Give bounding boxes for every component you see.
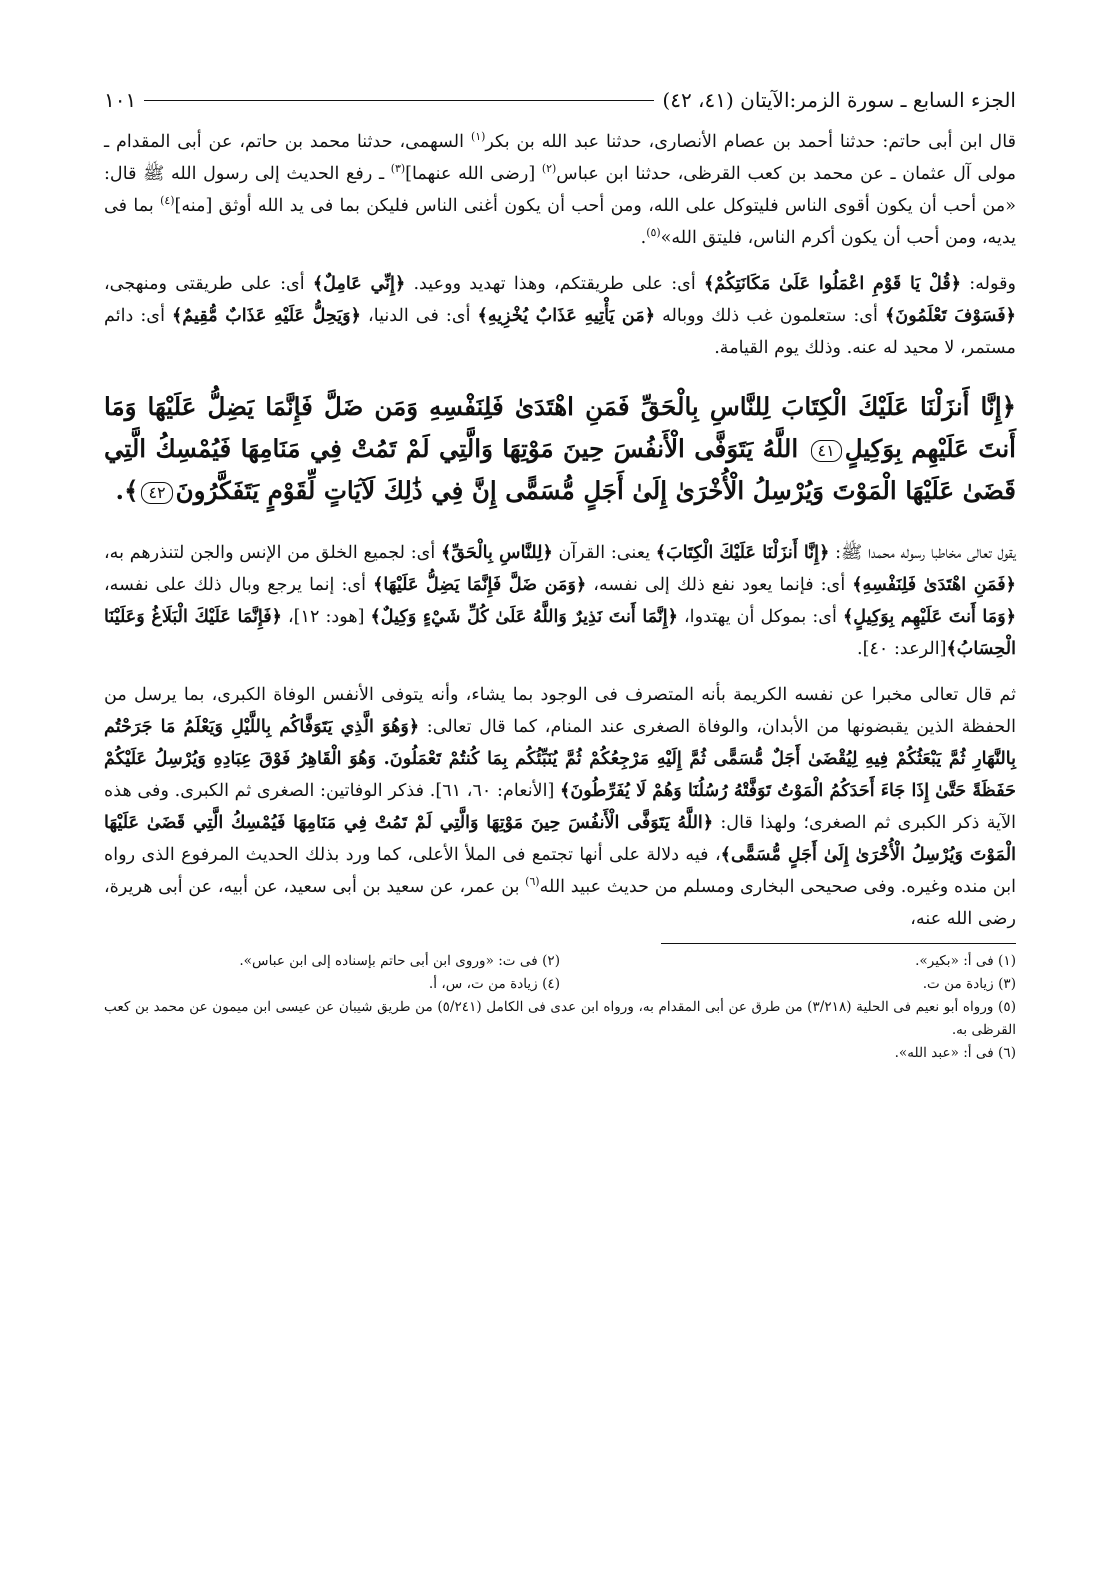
text-span: أى: ستعلمون غب ذلك ووباله (655, 306, 885, 326)
text-span: أى: على طريقتكم، وهذا تهديد ووعيد. (405, 274, 704, 294)
header-rule (144, 100, 654, 101)
quran-quote: ﴿وَهُوَ الَّذِي يَتَوَفَّاكُم بِاللَّيْلِ وَيَعْلَمُ مَا جَرَحْتُم بِالنَّهَارِ ثُمَّ يَبْعَثُكُمْ فِيهِ لِيُقْضَىٰ أَجَلٌ مُّسَمًّى ثُمَّ إِلَيْهِ مَرْجِعُكُمْ ثُمَّ يُنَبِّئُكُم بِمَا كُنتُمْ تَعْمَلُونَ. وَهُوَ الْقَاهِرُ فَوْقَ عِبَادِهِ وَيُرْسِلُ عَلَيْكُمْ حَفَظَةً حَتَّىٰ إِذَا جَاءَ أَحَدَكُمُ الْمَوْتُ تَوَفَّتْهُ رُسُلُنَا وَهُمْ لَا يُفَرِّطُونَ﴾ (104, 715, 1016, 801)
ayah-text: اللَّهُ يَتَوَفَّى الْأَنفُسَ حِينَ مَوْتِهَا وَالَّتِي لَمْ تَمُتْ فِي مَنَامِهَا فَيُمْسِكُ الَّتِي قَضَىٰ عَلَيْهَا الْمَوْتَ وَيُرْسِلُ الْأُخْرَىٰ إِلَىٰ أَجَلٍ مُّسَمًّى إِنَّ فِي ذَٰلِكَ لَآيَاتٍ لِّقَوْمٍ يَتَفَكَّرُونَ (104, 434, 1016, 505)
ayah-number: ٤٢ (141, 482, 172, 504)
quran-quote: ﴿وَمَن ضَلَّ فَإِنَّمَا يَضِلُّ عَلَيْهَا﴾ (373, 573, 587, 595)
header-title: الجزء السابع ـ سورة الزمر:الآيتان (٤١، ٤٢) (662, 88, 1016, 112)
quran-quote: ﴿إِنَّمَا أَنتَ نَذِيرٌ وَاللَّهُ عَلَىٰ كُلِّ شَيْءٍ وَكِيلٌ﴾ (370, 605, 678, 627)
paragraph-commentary-3 (104, 679, 1016, 935)
text-span: ثم قال تعالى مخبرا عن نفسه الكريمة بأنه المتصرف فى الوجود بما يشاء، وأنه يتوفى الأنفس الوفاة الكبرى، بما يرسل من الحفظة الذين يقبضونها من الأبدان، والوفاة الصغرى عند المنام، كما قال تعالى: (104, 684, 1016, 737)
text-span: [الرعد: ٤٠]. (857, 638, 947, 659)
paragraph-hadith (104, 126, 1016, 254)
text-span: ، فيه دلالة على أنها تجتمع فى الملأ الأعلى، كما ورد بذلك الحديث المرفوع الذى رواه ابن منده وغيره. وفى صحيحى البخارى ومسلم من حديث عبيد الله (104, 844, 1016, 897)
quran-quote: ﴿فَإِنَّمَا عَلَيْكَ الْبَلَاغُ وَعَلَيْنَا الْحِسَابُ﴾ (104, 605, 1016, 659)
footnote-2: (٢) فى ت: «وروى ابن أبى حاتم بإسناده إلى ابن عباس». (239, 952, 560, 969)
paragraph-commentary-2 (104, 537, 1016, 665)
text-span: يقول تعالى مخاطبا رسوله محمدا ﷺ: (829, 542, 1016, 563)
footnotes (104, 950, 1016, 1065)
ayah-block (104, 386, 1016, 512)
text-span: يعنى: القرآن (552, 542, 656, 563)
footnote-1: (١) فى أ: «بكير». (915, 952, 1016, 969)
quran-quote: ﴿وَمَا أَنتَ عَلَيْهِم بِوَكِيلٍ﴾ (842, 605, 1017, 627)
text-span: [هود: ١٢]، (281, 606, 371, 627)
text-span: ـ رفع الحديث إلى رسول الله ﷺ قال: «من أحب أن يكون أقوى الناس فليتوكل على الله، ومن أحب أن يكون أغنى الناس فليكن بما فى يد الله أوثق [منه] (104, 164, 1016, 216)
text-span: أى: فإنما يعود نفع ذلك إلى نفسه، (586, 574, 853, 595)
quran-quote: ﴿اللَّهُ يَتَوَفَّى الْأَنفُسَ حِينَ مَوْتِهَا وَالَّتِي لَمْ تَمُتْ فِي مَنَامِهَا فَيُمْسِكُ الَّتِي قَضَىٰ عَلَيْهَا الْمَوْتَ وَيُرْسِلُ الْأُخْرَىٰ إِلَىٰ أَجَلٍ مُّسَمًّى﴾ (104, 811, 1016, 865)
quran-quote: ﴿فَمَنِ اهْتَدَىٰ فَلِنَفْسِهِ﴾ (852, 573, 1016, 595)
quran-quote: ﴿فَسَوْفَ تَعْلَمُونَ﴾ (884, 305, 1016, 326)
quran-quote: ﴿لِلنَّاسِ بِالْحَقِّ﴾ (440, 541, 553, 563)
page-number: ١٠١ (104, 88, 137, 112)
ayah-number: ٤١ (811, 440, 842, 462)
footnote-ref[interactable]: (٢) (541, 162, 557, 176)
text-span: وقوله: (961, 274, 1016, 294)
text-span: أى: إنما يرجع وبال ذلك على نفسه، (104, 574, 374, 595)
footnote-5: (٥) ورواه أبو نعيم فى الحلية (٣/٢١٨) من طرق عن أبى المقدام به، ورواه ابن عدى فى الكامل (٥/٢٤١) من طريق شيبان عن عيسى ابن ميمون عن محمد بن كعب القرظى به. (104, 998, 1016, 1038)
footnote-row (104, 950, 1016, 973)
text-span: أى: لجميع الخلق من الإنس والجن لتنذرهم به، (104, 542, 441, 563)
footnote-divider (661, 943, 1016, 944)
footnote-ref[interactable]: (٤) (160, 194, 175, 208)
footnote-6: (٦) فى أ: «عبد الله». (894, 1044, 1016, 1061)
quran-quote: ﴿وَيَحِلُّ عَلَيْهِ عَذَابٌ مُّقِيمٌ﴾ (172, 305, 361, 326)
text-span: السهمى، حدثنا محمد بن حاتم، عن أبى المقدام ـ مولى آل عثمان ـ عن محمد بن كعب القرظى، حدثنا ابن عباس (104, 132, 1016, 184)
text-span: بما فى يديه، ومن أحب أن يكون أكرم الناس، فليتق الله» (104, 196, 1016, 248)
text-span: أى: فى الدنيا، (361, 306, 478, 326)
footnote-row (104, 973, 1016, 996)
footnote-4: (٤) زيادة من ت، س، أ. (428, 975, 560, 992)
text-span: [الأنعام: ٦٠، ٦١]. فذكر الوفاتين: الصغرى ثم الكبرى. وفى هذه الآية ذكر الكبرى ثم الصغرى؛ ولهذا قال: (104, 780, 1017, 833)
text-span: بن عمر، عن سعيد بن أبى سعيد، عن أبيه، عن أبى هريرة، رضى الله عنه، (104, 876, 1016, 929)
text-span: . (640, 228, 647, 248)
footnote-3: (٣) زيادة من ت. (922, 975, 1016, 992)
quran-quote: ﴿إِنَّا أَنزَلْنَا عَلَيْكَ الْكِتَابَ﴾ (655, 541, 830, 563)
text-span: أى: دائم مستمر، لا محيد له عنه. وذلك يوم القيامة. (104, 306, 1016, 358)
quran-quote: ﴿قُلْ يَا قَوْمِ اعْمَلُوا عَلَىٰ مَكَانَتِكُمْ﴾ (703, 273, 962, 294)
ayah-text: ﴾. (115, 476, 139, 505)
footnote-ref[interactable]: (١) (470, 130, 486, 144)
quran-quote: ﴿مَن يَأْتِيهِ عَذَابٌ يُخْزِيهِ﴾ (477, 305, 656, 326)
text-span: [رضى الله عنهما] (405, 164, 542, 184)
running-header (104, 82, 1016, 118)
book-page (104, 82, 1016, 1065)
quran-quote: ﴿إِنِّي عَامِلٌ﴾ (312, 273, 406, 294)
footnote-ref[interactable]: (٥) (646, 226, 661, 240)
footnote-ref[interactable]: (٣) (390, 162, 406, 176)
footnote-ref[interactable]: (٦) (525, 874, 540, 888)
text-span: أى: بموكل أن يهتدوا، (677, 606, 843, 627)
ayah-text: ﴿إِنَّا أَنزَلْنَا عَلَيْكَ الْكِتَابَ لِلنَّاسِ بِالْحَقِّ فَمَنِ اهْتَدَىٰ فَلِنَفْسِهِ وَمَن ضَلَّ فَإِنَّمَا يَضِلُّ عَلَيْهَا وَمَا أَنتَ عَلَيْهِم بِوَكِيلٍ (104, 392, 1016, 463)
text-span: أى: على طريقتى ومنهجى، (104, 274, 313, 294)
text-span: قال ابن أبى حاتم: حدثنا أحمد بن عصام الأنصارى، حدثنا عبد الله بن بكر (485, 132, 1016, 152)
paragraph-commentary-1 (104, 268, 1016, 364)
